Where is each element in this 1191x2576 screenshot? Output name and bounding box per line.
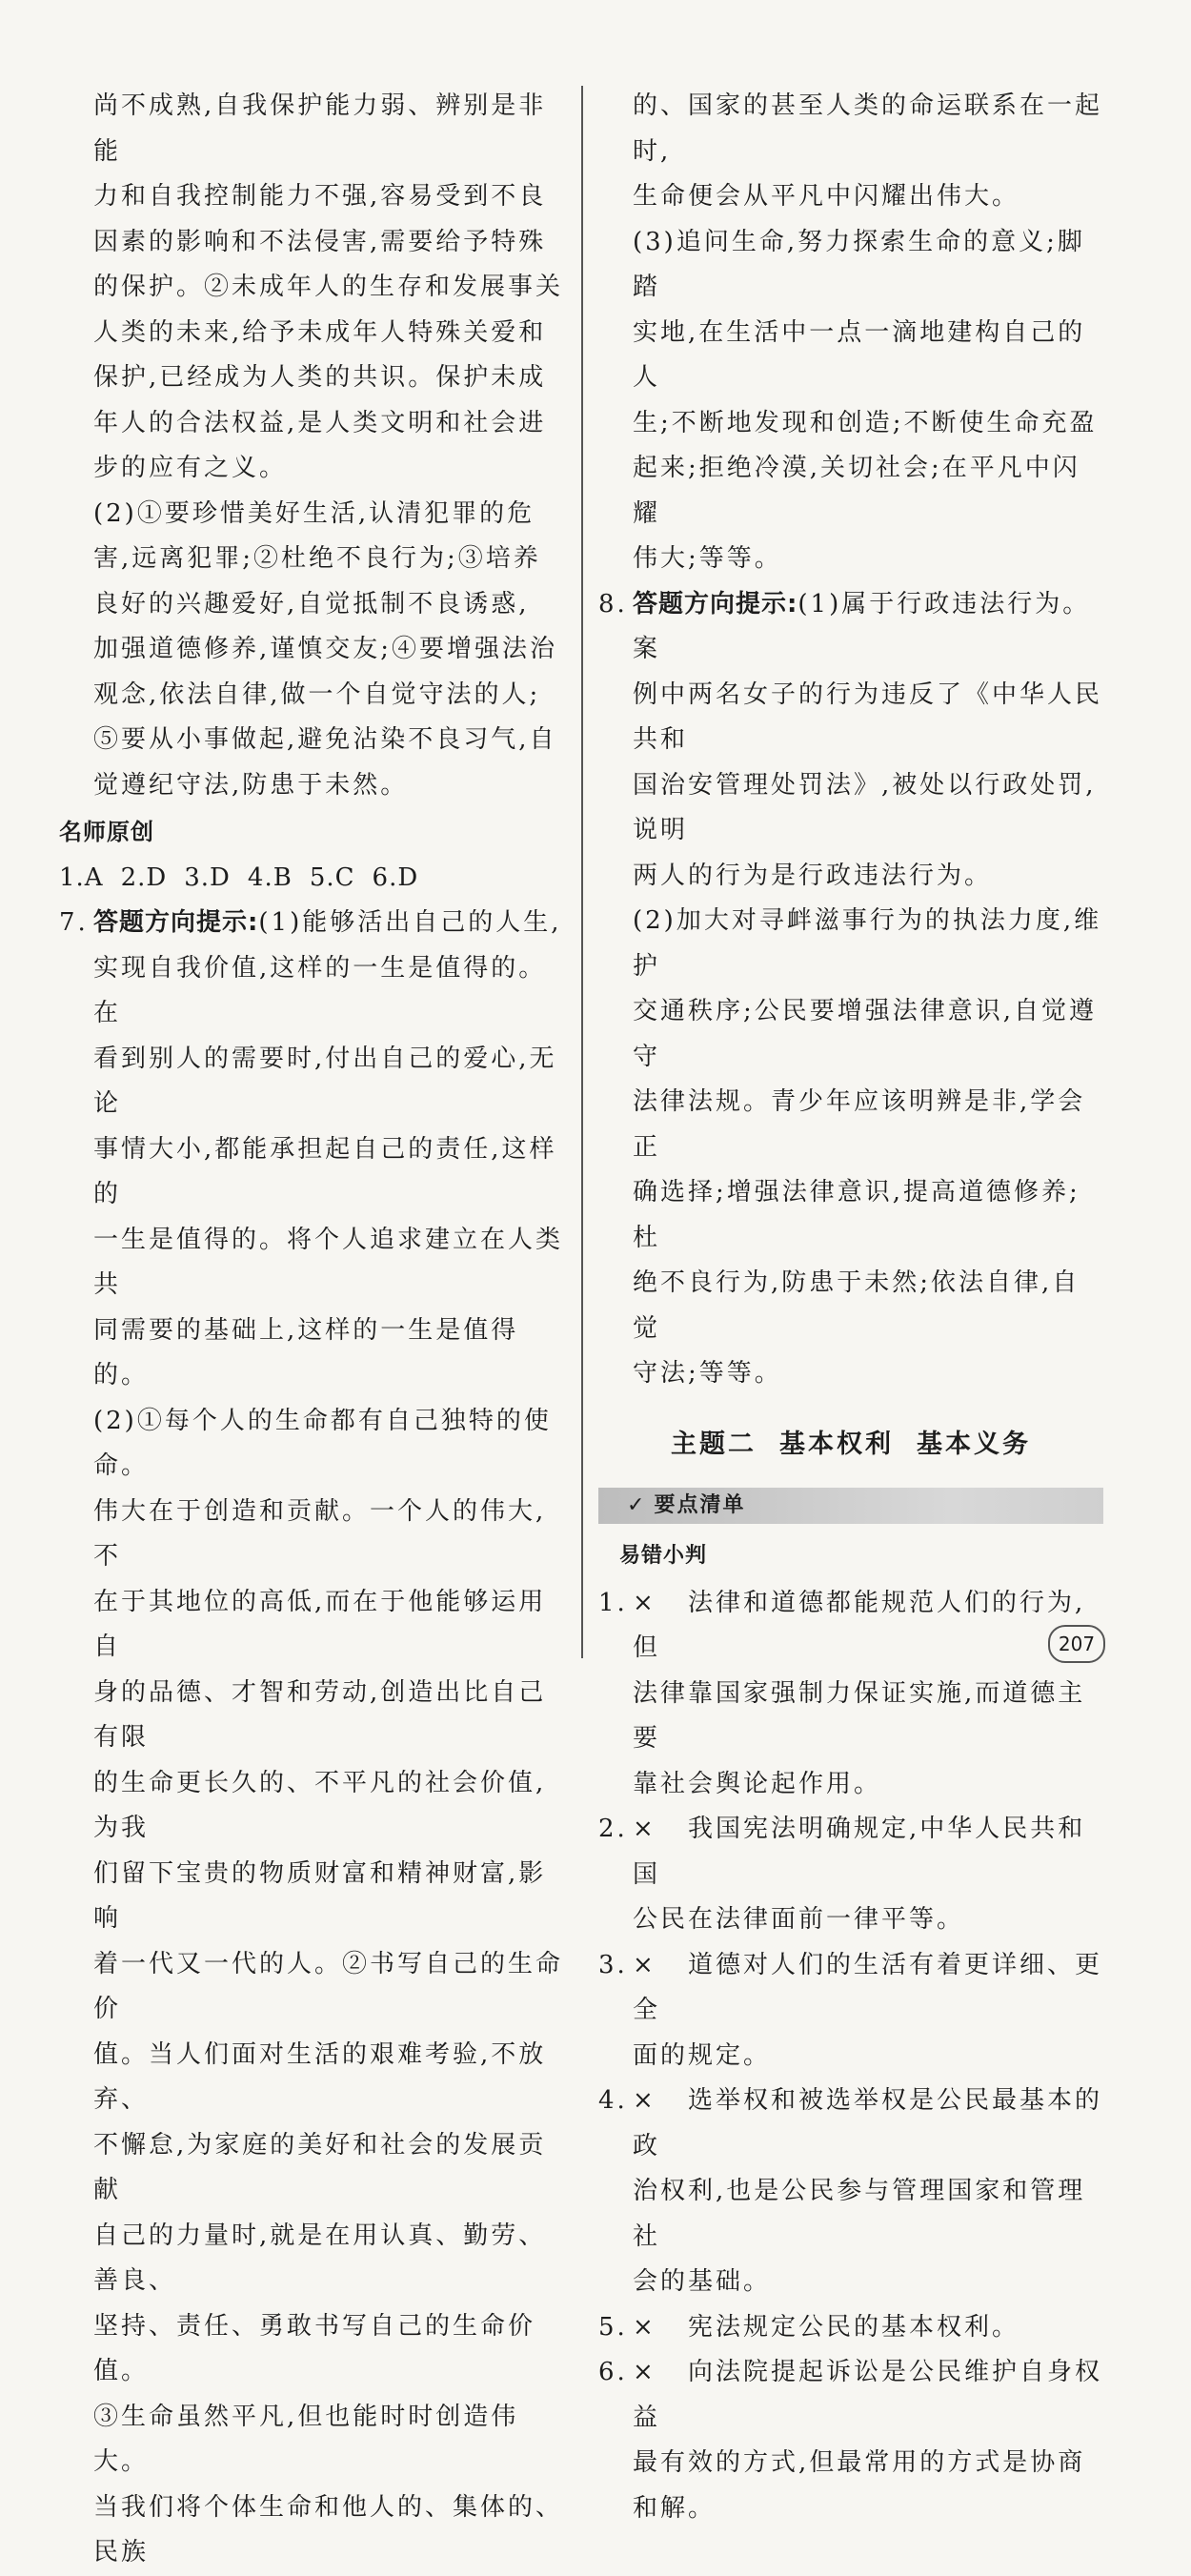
judgment-list: [598, 1581, 1103, 2532]
theme-number: 主题二: [671, 1429, 757, 1459]
choice-answer: 2.D: [120, 862, 168, 892]
text-line: 绝不良行为,防患于未然;依法自律,自觉: [633, 1268, 1080, 1343]
section-heading: 名师原创: [59, 819, 154, 845]
text-line: 例中两名女子的行为违反了《中华人民共和: [633, 679, 1103, 754]
text-line: 伟大;等等。: [633, 544, 782, 573]
item-number: 6.: [598, 2358, 628, 2386]
item-number: 3.: [598, 1950, 628, 1979]
text-segment: 道德对人们的生活有着更详细、更全: [633, 1950, 1103, 2024]
answer-hint-label: 答题方向提示:: [93, 908, 259, 937]
choice-answer: 1.A: [59, 862, 104, 892]
question-number: 7.: [59, 908, 89, 937]
text-line: 当我们将个体生命和他人的、集体的、民族: [93, 2492, 564, 2566]
text-line: (3)追问生命,努力探索生命的意义;脚踏: [633, 227, 1085, 301]
text-line: 两人的行为是行政违法行为。: [633, 861, 993, 890]
text-line: 会的基础。: [633, 2267, 772, 2296]
question-8: [598, 582, 1103, 1397]
text-line: 的保护。②未成年人的生存和发展事关: [93, 273, 564, 301]
choice-answer: 3.D: [184, 862, 231, 892]
text-line: 害,远离犯罪;②杜绝不良行为;③培养: [93, 544, 541, 573]
banner-label: 要点清单: [654, 1493, 746, 1518]
subheading: 易错小判: [619, 1544, 708, 1568]
text-line: 法律法规。青少年应该明辨是非,学会正: [633, 1087, 1086, 1162]
text-line: 靠社会舆论起作用。: [633, 1769, 882, 1798]
judgment-item: [598, 1807, 1103, 1943]
text-line: 伟大在于创造和贡献。一个人的伟大,不: [93, 1496, 547, 1571]
item-number: 1.: [598, 1588, 628, 1617]
text-line: 坚持、责任、勇敢书写自己的生命价值。: [93, 2311, 536, 2385]
text-line: ③生命虽然平凡,但也能时时创造伟大。: [93, 2402, 519, 2476]
left-column: [59, 84, 564, 2576]
cross-mark-icon: ×: [633, 2358, 656, 2386]
text-segment: 向法院提起诉讼是公民维护自身权益: [633, 2358, 1103, 2432]
cross-mark-icon: ×: [633, 1588, 656, 1617]
text-line: 的、国家的甚至人类的命运联系在一起时,: [633, 91, 1103, 166]
text-line: ⑤要从小事做起,避免沾染不良习气,自: [93, 725, 557, 754]
text-line: 实现自我价值,这样的一生是值得的。在: [93, 953, 547, 1027]
text-segment: 选举权和被选举权是公民最基本的政: [633, 2086, 1103, 2160]
q8-first-line: [598, 582, 1103, 673]
theme-name-rights: 基本权利: [779, 1429, 894, 1459]
theme-title: [598, 1422, 1103, 1468]
right-column: [598, 84, 1103, 2531]
text-line: 们留下宝贵的物质财富和精神财富,影响: [93, 1858, 547, 1933]
text-line: 交通秩序;公民要增强法律意识,自觉遵守: [633, 997, 1098, 1071]
text-line: 一生是值得的。将个人追求建立在人类共: [93, 1225, 564, 1299]
text-segment: 我国宪法明确规定,中华人民共和国: [633, 1815, 1086, 1889]
text-line: 公民在法律面前一律平等。: [633, 1905, 965, 1934]
text-line: 良好的兴趣爱好,自觉抵制不良诱惑,: [93, 589, 530, 619]
text-line: 自己的力量时,就是在用认真、勤劳、善良、: [93, 2221, 547, 2295]
text-line: 加强道德修养,谨慎交友;④要增强法治: [93, 635, 558, 663]
text-line: 国治安管理处罚法》,被处以行政处罚,说明: [633, 770, 1097, 844]
text-line: 同需要的基础上,这样的一生是值得的。: [93, 1315, 519, 1389]
choice-answer: 6.D: [372, 862, 419, 892]
text-line: 实地,在生活中一点一滴地建构自己的人: [633, 317, 1086, 392]
text-line: 守法;等等。: [633, 1359, 782, 1388]
text-line: 觉遵纪守法,防患于未然。: [93, 770, 409, 800]
text-line: 在于其地位的高低,而在于他能够运用自: [93, 1587, 547, 1661]
item-number: 5.: [598, 2312, 628, 2342]
judgment-item: [598, 1943, 1103, 2079]
text-line: 观念,依法自律,做一个自觉守法的人;: [93, 679, 541, 709]
text-line: 法律靠国家强制力保证实施,而道德主要: [633, 1678, 1086, 1753]
text-line: 的生命更长久的、不平凡的社会价值,为我: [93, 1768, 547, 1842]
cross-mark-icon: ×: [633, 1815, 656, 1843]
choice-answer: 4.B: [247, 862, 293, 892]
text-line: 面的规定。: [633, 2040, 772, 2070]
cross-mark-icon: ×: [633, 2312, 656, 2342]
check-icon: ✓: [627, 1493, 647, 1518]
text-segment: (1)能够活出自己的人生,: [258, 908, 562, 937]
text-line: 年人的合法权益,是人类文明和社会进: [93, 408, 547, 437]
text-line: 人类的未来,给予未成年人特殊关爱和: [93, 317, 547, 347]
text-segment: 法律和道德都能规范人们的行为,但: [633, 1588, 1086, 1662]
judgment-item: [598, 1581, 1103, 1808]
text-line: 事情大小,都能承担起自己的责任,这样的: [93, 1134, 557, 1208]
theme-name-duties: 基本义务: [917, 1429, 1031, 1459]
text-line: 值。当人们面对生活的艰难考验,不放弃、: [93, 2039, 547, 2114]
question-7: [59, 901, 564, 2576]
text-line: 和解。: [633, 2493, 717, 2523]
judgment-item: [598, 2350, 1103, 2531]
text-line: 不懈怠,为家庭的美好和社会的发展贡献: [93, 2130, 547, 2204]
text-segment: (1)属于行政违法行为。案: [633, 589, 1091, 663]
text-line: 生命便会从平凡中闪耀出伟大。: [633, 182, 1020, 211]
text-line: 起来;拒绝冷漠,关切社会;在平凡中闪耀: [633, 454, 1080, 528]
text-line: 最有效的方式,但最常用的方式是协商: [633, 2448, 1086, 2477]
text-line: (2)①每个人的生命都有自己独特的使命。: [93, 1406, 552, 1480]
item-number: 2.: [598, 1815, 628, 1843]
text-segment: 宪法规定公民的基本权利。: [688, 2312, 1020, 2342]
text-line: 治权利,也是公民参与管理国家和管理社: [633, 2177, 1086, 2251]
key-points-banner: [598, 1488, 1103, 1524]
cross-mark-icon: ×: [633, 1950, 656, 1979]
text-line: 着一代又一代的人。②书写自己的生命价: [93, 1949, 564, 2023]
q6-continuation: [59, 84, 564, 808]
item-number: 4.: [598, 2086, 628, 2115]
page-number: 207: [1048, 1625, 1105, 1663]
text-line: 力和自我控制能力不强,容易受到不良: [93, 182, 547, 211]
q7-first-line: [59, 901, 564, 946]
text-line: 身的品德、才智和劳动,创造出比自己有限: [93, 1677, 547, 1752]
cross-mark-icon: ×: [633, 2086, 656, 2115]
choice-answer: 5.C: [309, 862, 355, 892]
text-line: 步的应有之义。: [93, 454, 288, 482]
judgment-item: [598, 2079, 1103, 2305]
text-line: 生;不断地发现和创造;不断使生命充盈: [633, 408, 1098, 437]
q7-continuation: [598, 84, 1103, 582]
text-line: 确选择;增强法律意识,提高道德修养;杜: [633, 1178, 1080, 1252]
text-line: 尚不成熟,自我保护能力弱、辨别是非能: [93, 91, 547, 166]
text-line: (2)加大对寻衅滋事行为的执法力度,维护: [633, 906, 1102, 981]
text-line: 看到别人的需要时,付出自己的爱心,无论: [93, 1044, 557, 1118]
choice-answers: [59, 856, 564, 902]
text-line: 因素的影响和不法侵害,需要给予特殊: [93, 227, 547, 256]
judgment-item: [598, 2305, 1103, 2351]
text-line: (2)①要珍惜美好生活,认清犯罪的危: [93, 498, 535, 528]
text-line: 保护,已经成为人类的共识。保护未成: [93, 363, 547, 392]
question-number: 8.: [598, 589, 628, 619]
column-divider: [581, 86, 583, 1658]
answer-hint-label: 答题方向提示:: [633, 589, 798, 619]
